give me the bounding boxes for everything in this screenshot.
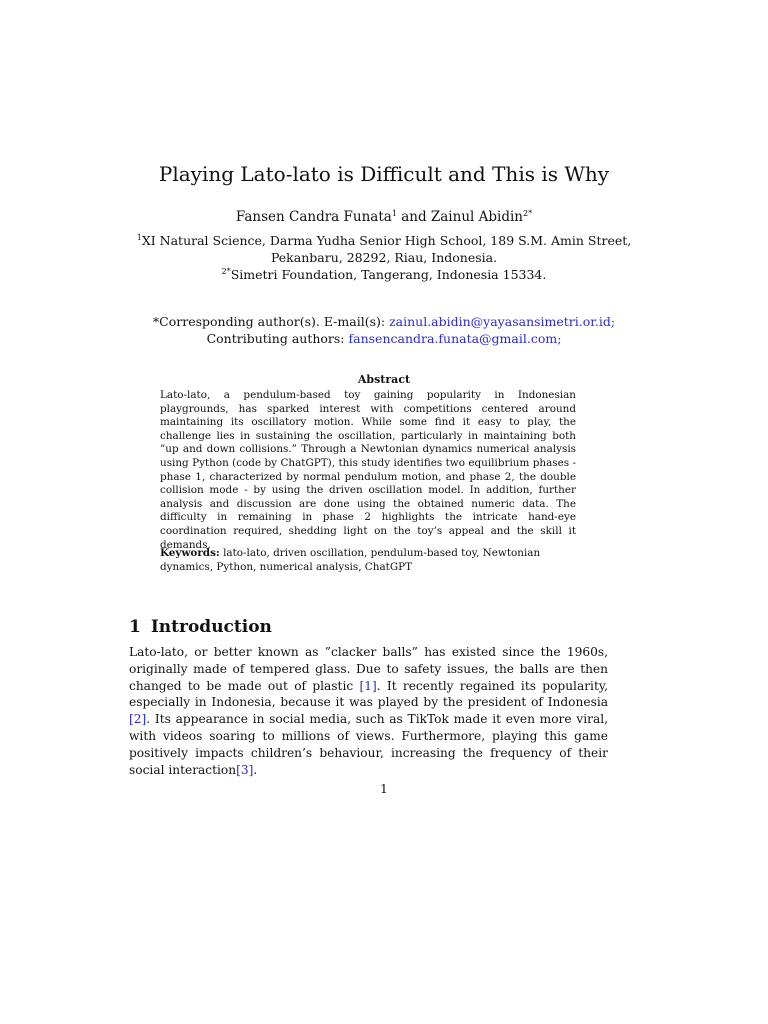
contributing-authors-label: Contributing authors: (206, 331, 349, 346)
keywords-text: lato-lato, driven oscillation, pendulum-based toy, Newtonian dynamics, Python, numerical analysis, ChatGPT (160, 547, 544, 573)
contributing-email-link[interactable]: fansencandra.funata@gmail.com; (348, 331, 562, 346)
citation-link-1[interactable]: [1] (359, 678, 377, 693)
abstract-heading: Abstract (357, 373, 411, 386)
author-contacts (0, 313, 768, 347)
author-2-affiliation-mark: 2* (522, 209, 533, 218)
affiliation-2-mark: 2* (221, 267, 231, 276)
abstract-text: Lato-lato, a pendulum-based toy gaining popularity in Indonesian playgrounds, has sparked interest with competitions centered around maintaining its oscillatory motion. While some find it easy to play, the challenge lies in sustaining the oscillation, particularly in maintaining both ”up and down collisions.” Through a Newtonian dynamics numerical analysis using Python (code by ChatGPT), this study identifies two equilibrium phases - phase 1, characterized by normal pendulum motion, and phase 2, the double collision mode - by using the driven oscillation model. In addition, further analysis and discussion are done using the obtained numeric data. The difficulty in remaining in phase 2 highlights the intricate hand-eye coordination required, shedding light on the toy’s appeal and the skill it demands. (160, 389, 576, 551)
affiliation-1 (130, 232, 638, 266)
author-name-1: Fansen Candra Funata (235, 209, 392, 225)
author-1-affiliation-mark: 1 (391, 209, 397, 218)
section-1-heading (129, 615, 272, 639)
intro-text-2: . It recently regained its popularity, especially in Indonesia, because it was played by the president of Indonesia (129, 678, 608, 710)
affiliation-1-text: XI Natural Science, Darma Yudha Senior High School, 189 S.M. Amin Street, Pekanbaru, 28292, Riau, Indonesia. (141, 233, 632, 265)
author-name-2: Zainul Abidin (430, 209, 523, 225)
author-line (0, 207, 768, 227)
author-conjunction: and (396, 209, 431, 225)
affiliation-2-text: Simetri Foundation, Tangerang, Indonesia 15334. (230, 267, 547, 282)
affiliations (130, 232, 638, 283)
section-1-number: 1 (129, 617, 141, 637)
corresponding-email-link[interactable]: zainul.abidin@yayasansimetri.or.id; (389, 314, 616, 329)
paper-title: Playing Lato-lato is Difficult and This is Why (158, 162, 610, 186)
affiliation-2 (130, 266, 638, 283)
introduction-paragraph (129, 644, 608, 778)
citation-link-3[interactable]: [3] (236, 762, 254, 777)
section-1-title: Introduction (150, 617, 272, 637)
page-number: 1 (380, 782, 388, 796)
keywords-label: Keywords: (160, 547, 220, 559)
intro-text-3: . Its appearance in social media, such as TikTok made it even more viral, with videos soaring to millions of views. Furthermore, playing this game positively impacts children’s behaviour, increasing the frequency of their social interaction (129, 712, 608, 777)
intro-text-1: Lato-lato, or better known as ”clacker balls” has existed since the 1960s, originally made of tempered glass. Due to safety issues, the balls are then changed to be made out of plastic (129, 645, 608, 693)
corresponding-author-line (0, 313, 768, 330)
corresponding-author-label: *Corresponding author(s). E-mail(s): (152, 314, 390, 329)
contributing-authors-line (0, 330, 768, 347)
affiliation-1-mark: 1 (136, 233, 142, 242)
citation-link-2[interactable]: [2] (129, 712, 147, 727)
keywords (160, 547, 576, 574)
intro-text-4: . (253, 762, 258, 777)
